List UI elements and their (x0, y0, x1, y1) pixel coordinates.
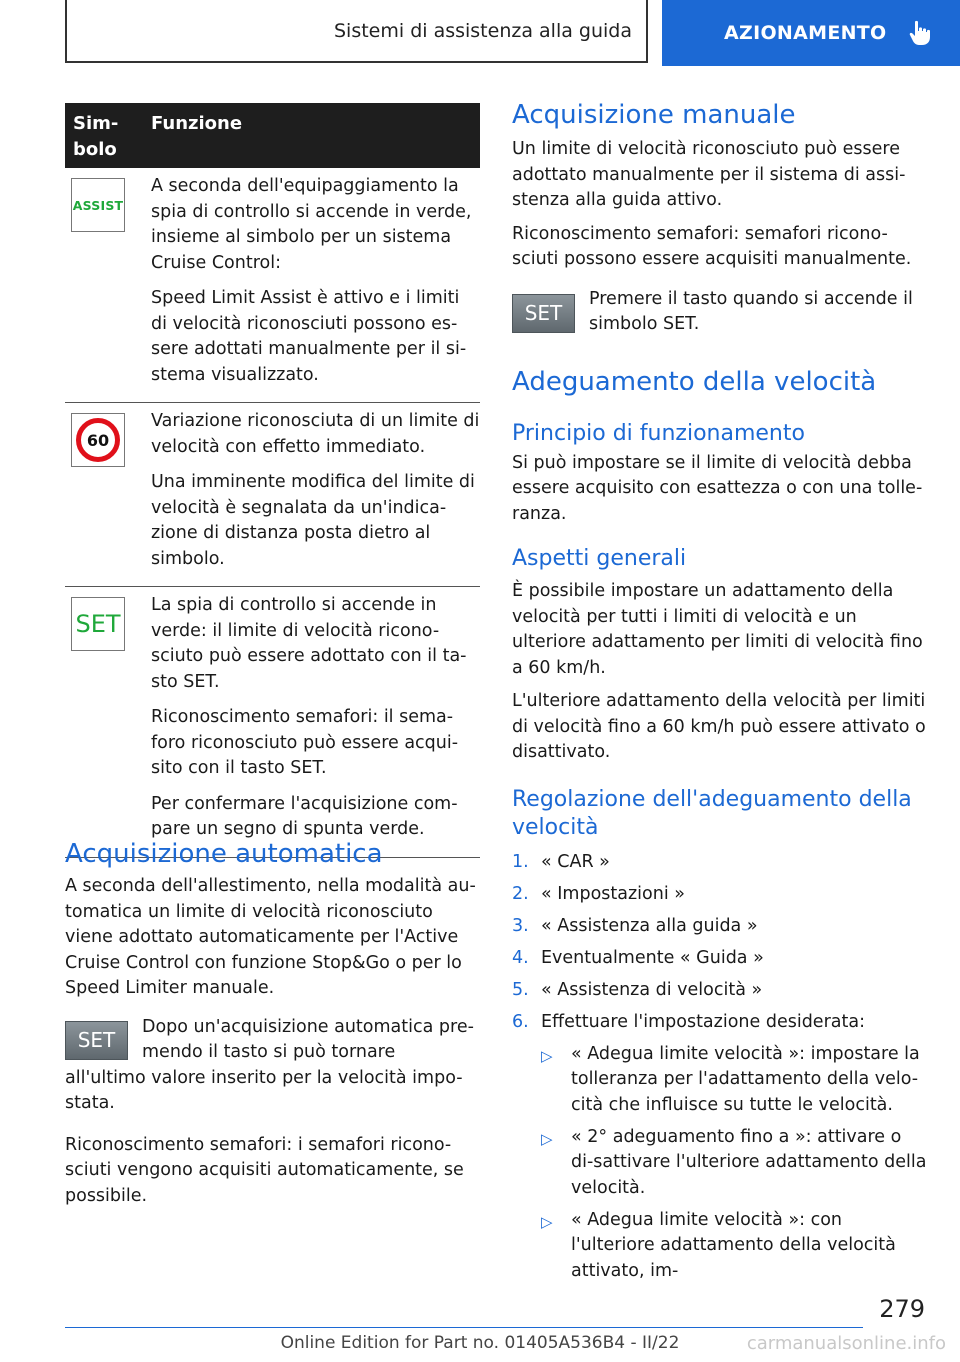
column-header-function: Funzione (151, 113, 243, 134)
triangle-bullet-icon: ▷ (541, 1129, 553, 1148)
right-column (512, 99, 928, 1291)
section-heading: Acquisizione automatica (65, 839, 383, 869)
steps-list (512, 850, 928, 1036)
set-button-icon (65, 1021, 128, 1060)
watermark: carmanualsonline.info (746, 1333, 946, 1354)
footer-divider (65, 1327, 863, 1328)
assist-indicator-icon (71, 178, 125, 232)
triangle-bullet-icon: ▷ (541, 1212, 553, 1231)
list-item (512, 978, 928, 1004)
option-text: « Adegua limite velocità »: impostare la tolleranza per l'adattamento della velo-cità che influisce su tutte le velocità. (571, 1043, 920, 1115)
speed-limit-sign-icon (71, 413, 125, 467)
paragraph: L'ulteriore adattamento della velocità per limiti di velocità fino a 60 km/h può essere attivato o disattivato. (512, 691, 926, 762)
set-button-icon (512, 294, 575, 333)
row-paragraph: Speed Limit Assist è attivo e i limiti di velocità riconosciuti possono es-sere adottati manualmente per il si-stema visualizzato. (151, 288, 467, 385)
table-header (65, 103, 480, 168)
options-list (512, 1042, 928, 1285)
chapter-tab (662, 0, 960, 66)
button-note (512, 287, 928, 338)
table-cell-symbol (65, 587, 151, 857)
list-item (541, 1042, 928, 1119)
row-paragraph: Una imminente modifica del limite di velocità è segnalata da un'indica-zione di distanza posta dietro al simbolo. (151, 472, 475, 569)
list-item (512, 850, 928, 876)
section-heading: Acquisizione manuale (512, 100, 796, 130)
paragraph: Un limite di velocità riconosciuto può essere adottato manualmente per il sistema di assi-stenza alla guida attivo. (512, 139, 906, 210)
step-number: 1. (512, 851, 529, 872)
step-text: Eventualmente « Guida » (541, 947, 764, 968)
step-text: Effettuare l'impostazione desiderata: (541, 1011, 865, 1032)
step-number: 4. (512, 947, 529, 968)
assist-indicator-label: ASSIST (72, 197, 124, 213)
row-paragraph: La spia di controllo si accende in verde: il limite di velocità ricono-sciuto può essere adottato con il ta-sto SET. (151, 595, 467, 692)
table-cell-function (151, 403, 480, 586)
button-note (65, 1015, 480, 1117)
paragraph: Riconoscimento semafori: semafori ricono-sciuti possono essere acquisiti manualmente. (512, 223, 912, 269)
table-cell-function (151, 168, 480, 402)
table-row (65, 403, 480, 587)
row-paragraph: Per confermare l'acquisizione com-pare un segno di spunta verde. (151, 793, 458, 839)
list-item (512, 914, 928, 940)
page-number: 279 (879, 1295, 925, 1323)
step-number: 3. (512, 915, 529, 936)
edition-footer: Online Edition for Part no. 01405A536B4 - II/22 (280, 1333, 680, 1353)
paragraph: Si può impostare se il limite di velocità debba essere acquisito con esattezza o con una tolle-ranza. (512, 452, 923, 524)
step-number: 2. (512, 883, 529, 904)
paragraph: È possibile impostare un adattamento della velocità per tutti i limiti di velocità e un ulteriore adattamento per limiti di velocità fino a 60 km/h. (512, 581, 923, 678)
step-text: « Assistenza alla guida » (541, 915, 758, 936)
list-item (512, 1010, 928, 1036)
table-cell-symbol (65, 403, 151, 586)
row-paragraph: Variazione riconosciuta di un limite di velocità con effetto immediato. (151, 411, 480, 457)
step-text: « Impostazioni » (541, 883, 685, 904)
set-indicator-label: SET (75, 610, 121, 638)
paragraph: Dopo un'acquisizione automatica pre-mendo il tasto si può tornare all'ultimo valore inserito per la velocità impo-stata. (65, 1016, 474, 1113)
section-title: Sistemi di assistenza alla guida (333, 19, 632, 42)
triangle-bullet-icon: ▷ (541, 1046, 553, 1065)
subsection-heading: Regolazione dell'adeguamento della velocità (512, 786, 912, 840)
step-text: « CAR » (541, 851, 610, 872)
section-header (65, 0, 648, 63)
option-text: « 2° adeguamento fino a »: attivare o di-sattivare l'ulteriore adattamento della velocità. (571, 1126, 927, 1198)
table-row (65, 168, 480, 403)
list-item (512, 882, 928, 908)
subsection-heading: Aspetti generali (512, 546, 687, 571)
list-item (512, 946, 928, 972)
paragraph: Premere il tasto quando si accende il simbolo SET. (589, 288, 913, 334)
paragraph: Riconoscimento semafori: i semafori ricono-sciuti vengono acquisiti automaticamente, se possibile. (65, 1134, 464, 1206)
row-paragraph: A seconda dell'equipaggiamento la spia di controllo si accende in verde, insieme al simbolo per un sistema Cruise Control: (151, 176, 472, 273)
subsection-heading: Principio di funzionamento (512, 420, 805, 446)
set-indicator-icon (71, 597, 125, 651)
speed-limit-sign-graphic (76, 418, 120, 462)
option-text: « Adegua limite velocità »: con l'ulteriore adattamento della velocità attivato, im- (571, 1209, 896, 1281)
list-item (541, 1208, 928, 1285)
section-automatic (65, 838, 480, 1209)
table-row (65, 587, 480, 858)
hand-pointer-icon (909, 20, 931, 46)
list-item (541, 1125, 928, 1202)
row-paragraph: Riconoscimento semafori: il sema-foro riconosciuto può essere acqui-sito con il tasto SET. (151, 707, 459, 778)
set-button-label: SET (77, 1028, 116, 1052)
step-text: « Assistenza di velocità » (541, 979, 763, 1000)
symbol-table (65, 103, 480, 858)
section-heading: Adeguamento della velocità (512, 366, 877, 397)
speed-limit-value: 60 (86, 431, 110, 450)
paragraph: A seconda dell'allestimento, nella modalità au-tomatica un limite di velocità riconosciuto viene adottato automaticamente per l'Active Cruise Control con funzione Stop&Go o per lo Speed Limiter manuale. (65, 876, 476, 998)
table-cell-function (151, 587, 480, 857)
column-header-symbol: Sim- bolo (73, 113, 119, 160)
step-number: 5. (512, 979, 529, 1000)
table-cell-symbol (65, 168, 151, 402)
chapter-title: AZIONAMENTO (724, 22, 887, 44)
set-button-label: SET (524, 301, 563, 325)
step-number: 6. (512, 1011, 529, 1032)
